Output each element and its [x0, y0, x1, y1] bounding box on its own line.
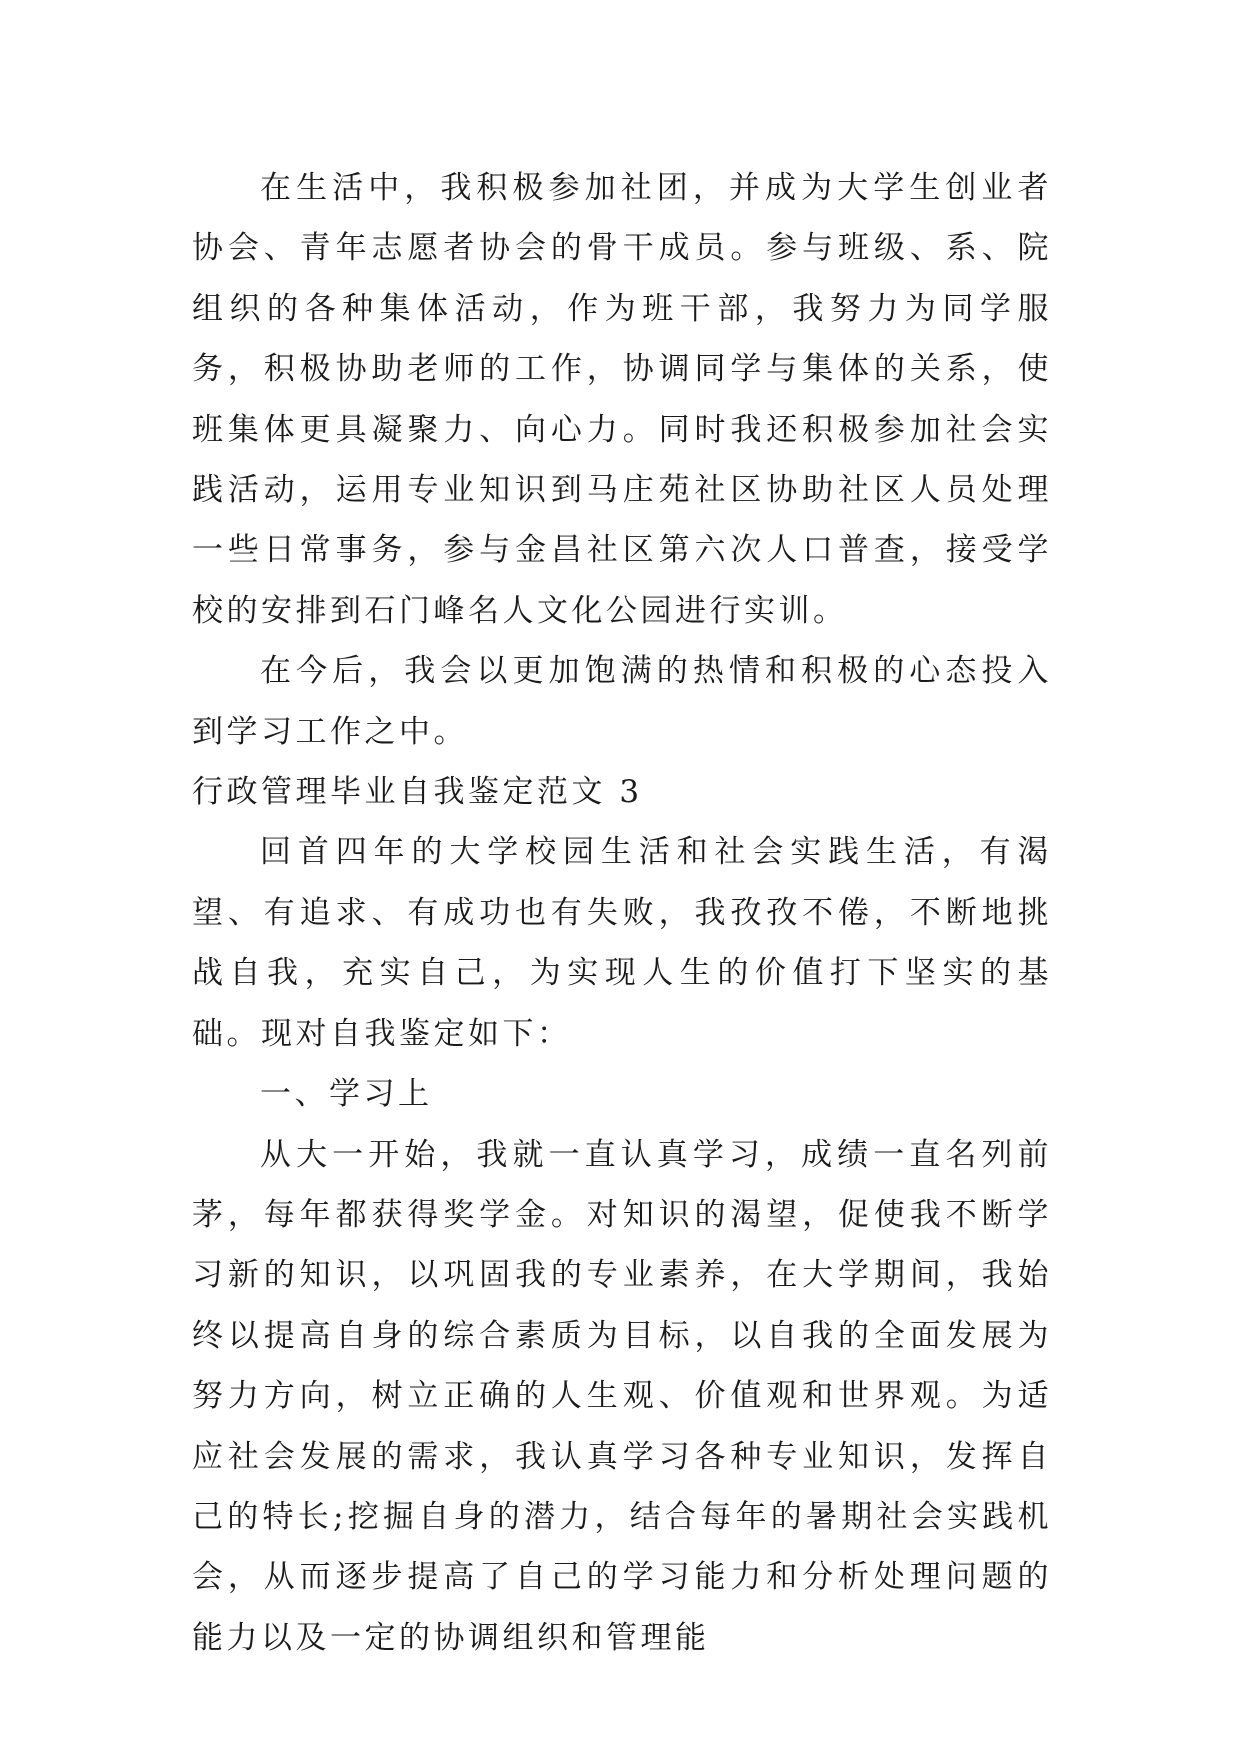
paragraph-future-outlook: 在今后，我会以更加饱满的热情和积极的心态投入到学习工作之中。: [192, 653, 1052, 750]
subsection-title: 一、学习上: [260, 1076, 433, 1113]
paragraph-study: 从大一开始，我就一直认真学习，成绩一直名列前茅，每年都获得奖学金。对知识的渴望，促使我不断学习新的知识，以巩固我的专业素养，在大学期间，我始终以提高自身的综合素质为目标，以自我的全面发展为努力方向，树立正确的人生观、价值观和世界观。为适应社会发展的需求，我认真学习各种专业知识，发挥自己的特长;挖掘自身的潜力，结合每年的暑期社会实践机会，从而逐步提高了自己的学习能力和分析处理问题的能力以及一定的协调组织和管理能: [192, 1136, 1052, 1656]
paragraph-student-activities: 在生活中，我积极参加社团，并成为大学生创业者协会、青年志愿者协会的骨干成员。参与班级、系、院组织的各种集体活动，作为班干部，我努力为同学服务，积极协助老师的工作，协调同学与集体的关系，使班集体更具凝聚力、向心力。同时我还积极参加社会实践活动，运用专业知识到马庄苑社区协助社区人员处理一些日常事务，参与金昌社区第六次人口普查，接受学校的安排到石门峰名人文化公园进行实训。: [192, 170, 1052, 629]
document-body: [192, 158, 1052, 1668]
paragraph-introduction: 回首四年的大学校园生活和社会实践生活，有渴望、有追求、有成功也有失败，我孜孜不倦，不断地挑战自我，充实自己，为实现人生的价值打下坚实的基础。现对自我鉴定如下：: [192, 834, 1052, 1052]
section-heading: 行政管理毕业自我鉴定范文 3: [192, 774, 643, 811]
